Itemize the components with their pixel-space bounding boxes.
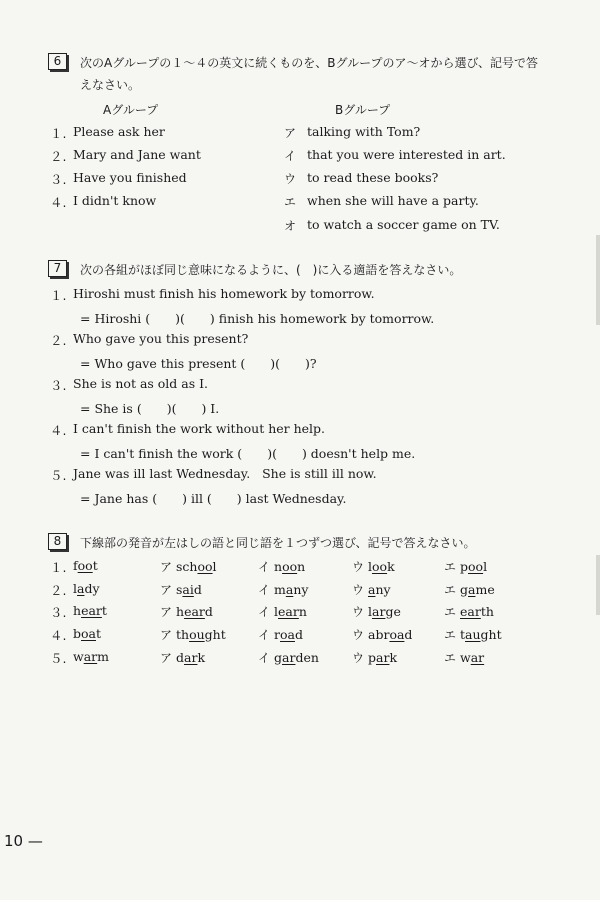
- section-7-item-rewrite: = Who gave this present ( )( )?: [80, 356, 317, 371]
- pronunciation-row-number: ３.: [50, 605, 67, 620]
- pronunciation-choice: ウ any: [352, 582, 391, 597]
- group-a-item-number: ３.: [50, 172, 67, 187]
- group-a-header: Aグループ: [103, 103, 159, 117]
- group-b-item-text: when she will have a party.: [307, 193, 479, 208]
- underlined-part: oo: [468, 559, 484, 574]
- section-7-item-sentence: Hiroshi must finish his homework by tomorrow.: [73, 286, 375, 301]
- pronunciation-choice: ア said: [160, 582, 202, 597]
- group-b-item-kana: エ: [284, 195, 297, 209]
- underlined-part: ou: [189, 627, 205, 642]
- underlined-part: ear: [460, 604, 481, 619]
- pronunciation-choice: ア thought: [160, 627, 226, 642]
- underlined-part: a: [285, 582, 294, 597]
- group-a-item-text: I didn't know: [73, 193, 157, 208]
- underlined-part: oo: [282, 559, 298, 574]
- pronunciation-choice: イ learn: [258, 604, 307, 619]
- pronunciation-choice: エ taught: [444, 627, 502, 642]
- underlined-part: oo: [77, 558, 93, 573]
- section-7-item-sentence: Jane was ill last Wednesday. She is still ill now.: [73, 466, 377, 481]
- section-7-item-number: ３.: [50, 378, 67, 393]
- underlined-part: oa: [279, 627, 295, 642]
- pronunciation-target-word: lady: [73, 581, 100, 596]
- pronunciation-choice: ア dark: [160, 650, 206, 665]
- section-7-item-sentence: Who gave you this present?: [73, 331, 249, 346]
- underlined-part: oo: [197, 559, 213, 574]
- section-7-item-sentence: I can't finish the work without her help.: [73, 421, 326, 436]
- pronunciation-choice: ウ look: [352, 559, 395, 574]
- pronunciation-choice: イ garden: [258, 650, 319, 665]
- pronunciation-target-word: foot: [73, 558, 98, 573]
- section-7-item-rewrite: = I can't finish the work ( )( ) doesn't help me.: [80, 446, 416, 461]
- group-a-item-number: ４.: [50, 195, 67, 210]
- scan-edge-mark: [596, 235, 600, 325]
- pronunciation-choice: エ war: [444, 650, 485, 665]
- section-7-item-number: ５.: [50, 468, 67, 483]
- underlined-part: ar: [184, 650, 198, 665]
- question-number-8: 8: [48, 533, 67, 550]
- section-6-instruction-line1: 次のAグループの１～４の英文に続くものを、Bグループのア～オから選び、記号で答: [80, 56, 539, 70]
- pronunciation-target-word: boat: [73, 626, 102, 641]
- underlined-part: ear: [278, 604, 299, 619]
- pronunciation-choice: ア heard: [160, 604, 213, 619]
- underlined-part: ar: [372, 604, 386, 619]
- group-b-item-text: to read these books?: [307, 170, 439, 185]
- underlined-part: ai: [182, 582, 194, 597]
- pronunciation-row-number: １.: [50, 560, 67, 575]
- group-a-item-text: Please ask her: [73, 124, 165, 139]
- section-7-item-number: ４.: [50, 423, 67, 438]
- group-b-item-kana: イ: [284, 149, 297, 163]
- underlined-part: a: [77, 581, 85, 596]
- pronunciation-choice: イ road: [258, 627, 303, 642]
- pronunciation-choice: ウ abroad: [352, 627, 413, 642]
- underlined-part: ar: [282, 650, 296, 665]
- section-7-item-number: ２.: [50, 333, 67, 348]
- page-number: 10 —: [4, 832, 43, 850]
- underlined-part: ar: [470, 650, 485, 665]
- underlined-part: a: [468, 582, 476, 597]
- section-7-item-rewrite: = Hiroshi ( )( ) finish his homework by tomorrow.: [80, 311, 435, 326]
- section-7-item-number: １.: [50, 288, 67, 303]
- underlined-part: oo: [372, 559, 388, 574]
- pronunciation-row-number: ４.: [50, 628, 67, 643]
- group-b-header: Bグループ: [335, 103, 391, 117]
- pronunciation-choice: ア school: [160, 559, 217, 574]
- pronunciation-choice: イ many: [258, 582, 309, 597]
- section-7-item-rewrite: = She is ( )( ) I.: [80, 401, 220, 416]
- group-b-item-kana: オ: [284, 219, 297, 233]
- underlined-part: au: [465, 627, 481, 642]
- pronunciation-choice: イ noon: [258, 559, 306, 574]
- question-number-7: 7: [48, 260, 67, 277]
- group-b-item-kana: ア: [284, 126, 297, 140]
- section-8-instruction: 下線部の発音が左はしの語と同じ語を１つずつ選び、記号で答えなさい。: [80, 536, 476, 550]
- group-a-item-number: １.: [50, 126, 67, 141]
- pronunciation-choice: エ earth: [444, 604, 494, 619]
- group-a-item-text: Mary and Jane want: [73, 147, 201, 162]
- underlined-part: ar: [83, 649, 98, 664]
- group-b-item-text: to watch a soccer game on TV.: [307, 217, 500, 232]
- pronunciation-choice: ウ park: [352, 650, 398, 665]
- section-7-item-rewrite: = Jane has ( ) ill ( ) last Wednesday.: [80, 491, 347, 506]
- underlined-part: a: [368, 582, 376, 597]
- underlined-part: ar: [376, 650, 390, 665]
- pronunciation-choice: エ game: [444, 582, 495, 597]
- scan-edge-mark: [596, 555, 600, 615]
- underlined-part: oa: [81, 626, 96, 641]
- pronunciation-row-number: ５.: [50, 651, 67, 666]
- section-7-item-sentence: She is not as old as I.: [73, 376, 209, 391]
- pronunciation-choice: エ pool: [444, 559, 488, 574]
- section-6-instruction-line2: えなさい。: [80, 78, 141, 92]
- pronunciation-row-number: ２.: [50, 583, 67, 598]
- underlined-part: ear: [81, 603, 102, 618]
- pronunciation-target-word: heart: [73, 603, 107, 618]
- group-a-item-text: Have you finished: [73, 170, 187, 185]
- group-b-item-text: talking with Tom?: [307, 124, 421, 139]
- group-b-item-text: that you were interested in art.: [307, 147, 506, 162]
- group-b-item-kana: ウ: [284, 172, 297, 186]
- pronunciation-choice: ウ large: [352, 604, 401, 619]
- group-a-item-number: ２.: [50, 149, 67, 164]
- underlined-part: ear: [184, 604, 205, 619]
- underlined-part: oa: [389, 627, 405, 642]
- question-number-6: 6: [48, 53, 67, 70]
- section-7-instruction: 次の各組がほぼ同じ意味になるように、( )に入る適語を答えなさい。: [80, 263, 462, 277]
- pronunciation-target-word: warm: [73, 649, 109, 664]
